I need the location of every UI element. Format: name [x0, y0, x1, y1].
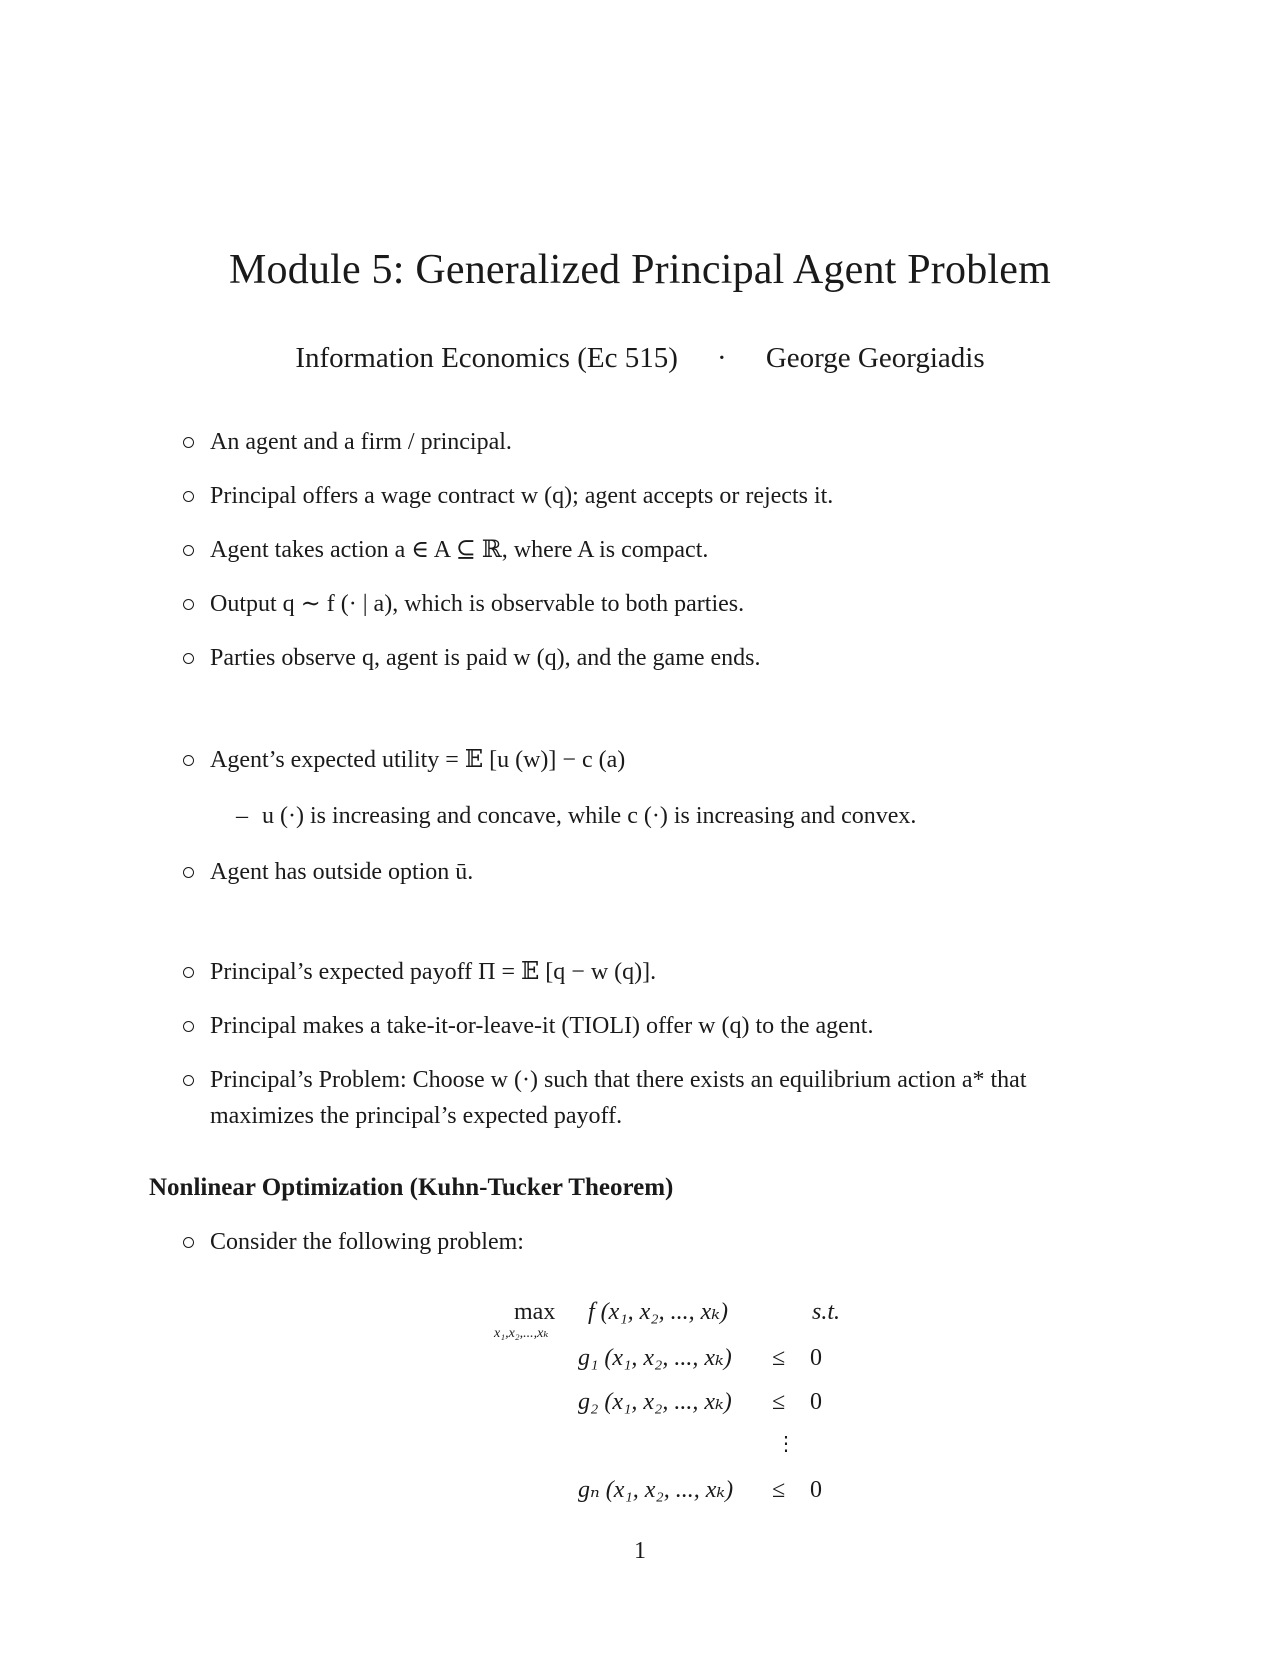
bullet-text: Output q ∼ f (· | a), which is observable to both parties.	[210, 591, 745, 617]
bullet-text: Agent has outside option ū.	[210, 859, 474, 885]
bullet-circle-icon	[183, 545, 194, 556]
constraint-relation: ≤	[772, 1389, 786, 1415]
subject-to-label: s.t.	[812, 1299, 841, 1325]
bullet-text-line: maximizes the principal’s expected payoff.	[210, 1103, 623, 1129]
constraint-lhs: g₂ (x₁, x₂, ..., xₖ)	[578, 1389, 732, 1415]
list-item	[183, 532, 1143, 568]
bullet-circle-icon	[183, 967, 194, 978]
dash-marker: –	[236, 803, 248, 829]
bullet-text: Agent’s expected utility = 𝔼 [u (w)] − c (a)	[210, 747, 626, 773]
bullet-text: Principal’s expected payoff Π = 𝔼 [q − w (q)].	[210, 959, 657, 985]
bullet-text: Principal offers a wage contract w (q); agent accepts or rejects it.	[210, 483, 834, 509]
bullet-text-line: Principal’s Problem: Choose w (·) such that there exists an equilibrium action a* that	[210, 1067, 1027, 1093]
constraint-rhs: 0	[810, 1345, 822, 1371]
section-heading: Nonlinear Optimization (Kuhn-Tucker Theorem)	[149, 1174, 674, 1201]
page-number: 1	[634, 1538, 646, 1564]
bullet-circle-icon	[183, 1021, 194, 1032]
byline-separator: ·	[717, 342, 727, 374]
constraint-rhs: 0	[810, 1477, 822, 1503]
course-name: Information Economics (Ec 515)	[295, 342, 678, 374]
list-item	[183, 1062, 1143, 1134]
bullet-text: An agent and a firm / principal.	[210, 429, 512, 455]
constraint-lhs: gₙ (x₁, x₂, ..., xₖ)	[578, 1477, 734, 1503]
bullet-text: Parties observe q, agent is paid w (q), and the game ends.	[210, 645, 761, 671]
constraint-relation: ≤	[772, 1477, 786, 1503]
bullet-circle-icon	[183, 867, 194, 878]
constraint-lhs: g₁ (x₁, x₂, ..., xₖ)	[578, 1345, 732, 1371]
max-operator: max	[514, 1299, 556, 1325]
list-item	[183, 1224, 1143, 1260]
bullet-circle-icon	[183, 599, 194, 610]
list-item	[183, 478, 1143, 514]
bullet-circle-icon	[183, 1237, 194, 1248]
list-item	[183, 742, 1143, 778]
list-item	[183, 1008, 1143, 1044]
constraint-rhs: 0	[810, 1389, 822, 1415]
page-title: Module 5: Generalized Principal Agent Problem	[229, 247, 1051, 293]
vertical-ellipsis: ⋮	[776, 1433, 796, 1455]
sub-list-item	[236, 798, 1136, 834]
bullet-text	[210, 1062, 1143, 1134]
list-item	[183, 586, 1143, 622]
bullet-text: Agent takes action a ∈ A ⊆ ℝ, where A is compact.	[210, 537, 709, 563]
max-subscript: x₁,x₂,...,xₖ	[494, 1326, 549, 1341]
list-item	[183, 424, 1143, 460]
bullet-text: Consider the following problem:	[210, 1229, 524, 1255]
bullet-circle-icon	[183, 653, 194, 664]
constraint-relation: ≤	[772, 1345, 786, 1371]
bullet-circle-icon	[183, 437, 194, 448]
bullet-circle-icon	[183, 755, 194, 766]
bullet-circle-icon	[183, 491, 194, 502]
bullet-text: Principal makes a take-it-or-leave-it (TIOLI) offer w (q) to the agent.	[210, 1013, 874, 1039]
bullet-circle-icon	[183, 1075, 194, 1086]
sub-bullet-text: u (·) is increasing and concave, while c (·) is increasing and convex.	[262, 803, 917, 829]
course-byline	[0, 340, 1280, 376]
list-item	[183, 954, 1143, 990]
objective-function: f (x₁, x₂, ..., xₖ)	[588, 1299, 729, 1325]
author-name: George Georgiadis	[765, 342, 985, 374]
list-item	[183, 854, 1143, 890]
list-item	[183, 640, 1143, 676]
